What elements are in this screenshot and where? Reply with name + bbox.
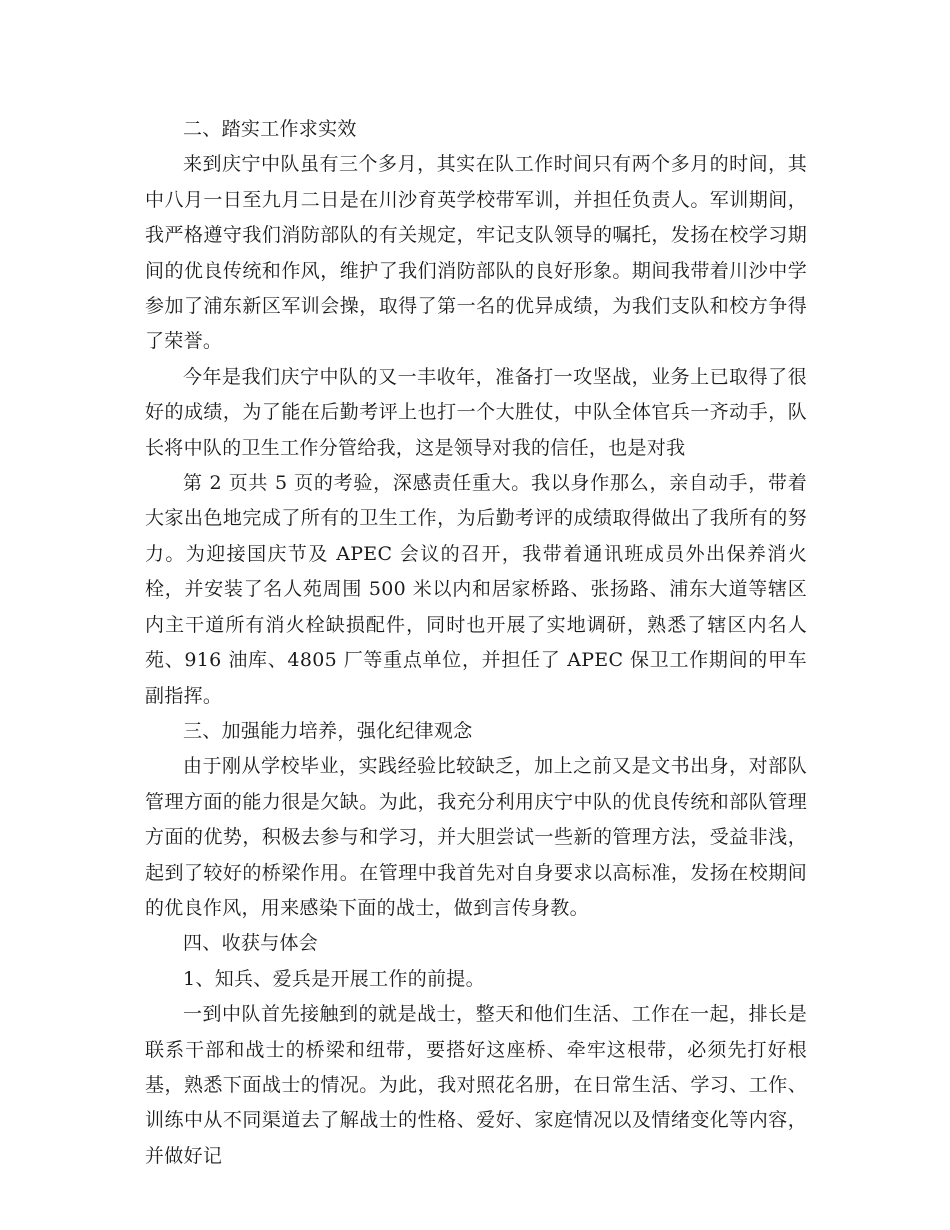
sub-heading-1: 1、知兵、爱兵是开展工作的前提。	[183, 967, 485, 990]
body-paragraph: 第 2 页共 5 页的考验，深感责任重大。我以身作那么，亲自动手，带着大家出色地完成了所有的卫生工作，为后勤考评的成绩取得做出了我所有的努力。为迎接国庆节及 APEC 会议的召开，我带着通讯班成员外出保养消火栓，并安装了名人苑周围 500 米以内和居家桥路、张扬路、浦东大道等辖区内主干道所有消火栓缺损配件，同时也开展了实地调研，熟悉了辖区内名人苑、916 油库、4805 厂等重点单位，并担任了 APEC 保卫工作期间的甲车副指挥。	[145, 472, 807, 707]
body-paragraph: 今年是我们庆宁中队的又一丰收年，准备打一攻坚战，业务上已取得了很好的成绩，为了能在后勤考评上也打一个大胜仗，中队全体官兵一齐动手，队长将中队的卫生工作分管给我，这是领导对我的信任，也是对我	[145, 365, 807, 459]
section-heading-3: 三、加强能力培养，强化纪律观念	[183, 719, 473, 742]
document-body	[145, 112, 807, 1174]
body-paragraph: 来到庆宁中队虽有三个多月，其实在队工作时间只有两个多月的时间，其中八月一日至九月二日是在川沙育英学校带军训，并担任负责人。军训期间，我严格遵守我们消防部队的有关规定，牢记支队领导的嘱托，发扬在校学习期间的优良传统和作风，维护了我们消防部队的良好形象。期间我带着川沙中学参加了浦东新区军训会操，取得了第一名的优异成绩，为我们支队和校方争得了荣誉。	[145, 153, 807, 353]
section-heading-2: 二、踏实工作求实效	[183, 118, 357, 140]
section-heading-4: 四、收获与体会	[183, 932, 319, 955]
body-paragraph: 一到中队首先接触到的就是战士，整天和他们生活、工作在一起，排长是联系干部和战士的桥梁和纽带，要搭好这座桥、牵牢这根带，必须先打好根基，熟悉下面战士的情况。为此，我对照花名册，在日常生活、学习、工作、训练中从不同渠道去了解战士的性格、爱好、家庭情况以及情绪变化等内容，并做好记	[145, 1003, 807, 1167]
body-paragraph: 由于刚从学校毕业，实践经验比较缺乏，加上之前又是文书出身，对部队管理方面的能力很是欠缺。为此，我充分利用庆宁中队的优良传统和部队管理方面的优势，积极去参与和学习，并大胆尝试一些新的管理方法，受益非浅，起到了较好的桥梁作用。在管理中我首先对自身要求以高标准，发扬在校期间的优良作风，用来感染下面的战士，做到言传身教。	[145, 755, 807, 919]
